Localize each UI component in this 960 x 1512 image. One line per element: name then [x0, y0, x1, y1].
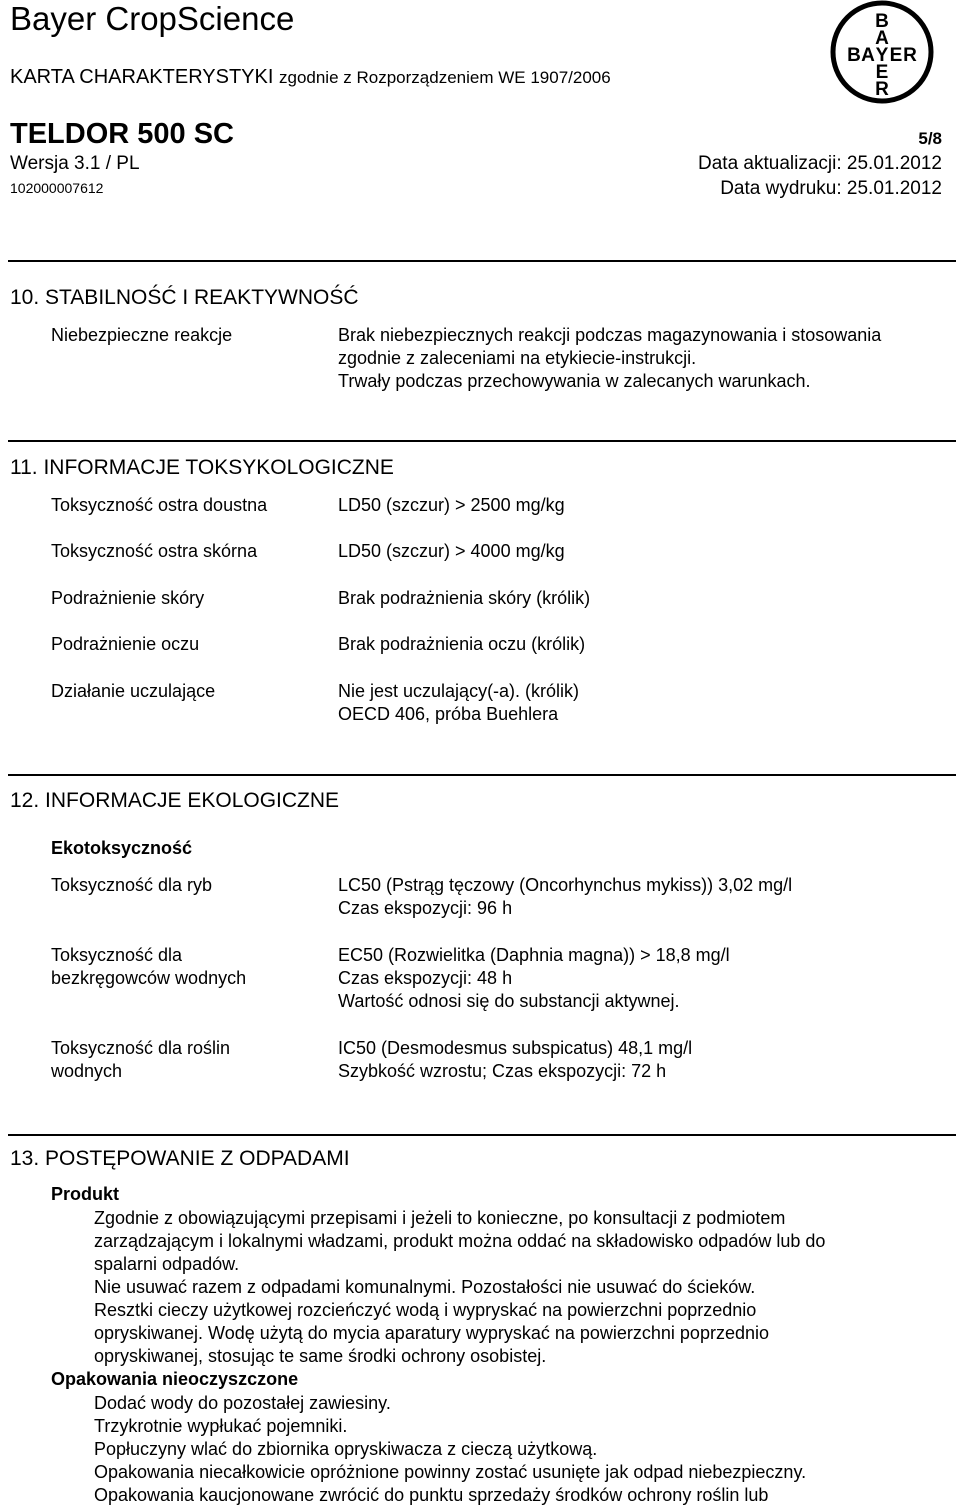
company-name: Bayer CropScience	[10, 0, 295, 37]
paragraph	[94, 1392, 806, 1507]
field-label: Niebezpieczne reakcje	[51, 325, 233, 345]
value-line: Szybkość wzrostu; Czas ekspozycji: 72 h	[338, 1061, 667, 1081]
field-label	[51, 874, 212, 897]
document-code: 102000007612	[10, 180, 104, 196]
field-value	[338, 944, 730, 1013]
section-divider	[8, 260, 956, 262]
logo-letter: E	[875, 62, 889, 83]
regulation-reference: zgodnie z Rozporządzeniem WE 1907/2006	[278, 68, 611, 87]
section-10-title: 10. STABILNOŚĆ I REAKTYWNOŚĆ	[10, 286, 359, 309]
paragraph-line: Opakowania niecałkowicie opróżnione powinny zostać usunięte jak odpad niebezpieczny.	[94, 1462, 807, 1482]
paragraph-line: spalarni odpadów.	[94, 1254, 240, 1274]
document-type	[10, 66, 611, 89]
label-line: bezkręgowców wodnych	[51, 968, 247, 988]
field-value: Brak podrażnienia oczu (królik)	[338, 634, 586, 654]
value-line: IC50 (Desmodesmus subspicatus) 48,1 mg/l	[338, 1038, 693, 1058]
paragraph-line: Opakowania kaucjonowane zwrócić do punktu sprzedaży środków ochrony roślin lub	[94, 1485, 769, 1505]
field-value: LD50 (szczur) > 4000 mg/kg	[338, 541, 565, 561]
section-12-title: 12. INFORMACJE EKOLOGICZNE	[10, 789, 340, 812]
logo-letter: A	[861, 45, 875, 66]
product-name: TELDOR 500 SC	[10, 118, 234, 150]
value-line: OECD 406, próba Buehlera	[338, 704, 559, 724]
paragraph-line: Trzykrotnie wypłukać pojemniki.	[94, 1416, 348, 1436]
field-label: Toksyczność ostra doustna	[51, 495, 268, 515]
field-label	[51, 944, 246, 990]
page-number: 5/8	[918, 129, 942, 148]
subsection-title: Ekotoksyczność	[51, 838, 193, 858]
logo-letter: A	[875, 28, 889, 49]
field-label: Podrażnienie skóry	[51, 588, 205, 608]
paragraph-line: Resztki cieczy użytkowej rozcieńczyć wodą i wypryskać na powierzchni poprzednio	[94, 1300, 757, 1320]
subsection-title: Produkt	[51, 1184, 120, 1204]
version: Wersja 3.1 / PL	[10, 153, 140, 174]
section-divider	[8, 774, 956, 776]
value-line: EC50 (Rozwielitka (Daphnia magna)) > 18,8 mg/l	[338, 945, 730, 965]
field-label	[51, 1037, 230, 1083]
field-label: Podrażnienie oczu	[51, 634, 200, 654]
bayer-cross-logo	[830, 0, 934, 104]
label-line: wodnych	[51, 1061, 123, 1081]
value-line: zgodnie z zaleceniami na etykiecie-instrukcji.	[338, 348, 697, 368]
logo-letter: B	[875, 11, 889, 32]
paragraph	[94, 1207, 825, 1368]
document-type-title: KARTA CHARAKTERYSTYKI	[10, 66, 274, 88]
section-13-title: 13. POSTĘPOWANIE Z ODPADAMI	[10, 1147, 350, 1170]
field-value: Brak podrażnienia skóry (królik)	[338, 588, 591, 608]
paragraph-line: zarządzającym i lokalnymi władzami, produkt można oddać na składowisko odpadów lub do	[94, 1231, 826, 1251]
update-date: Data aktualizacji: 25.01.2012	[698, 153, 942, 174]
section-divider	[8, 1134, 956, 1136]
paragraph-line: opryskiwanej. Wodę użytą do mycia aparatury wypryskać na powierzchni poprzednio	[94, 1323, 769, 1343]
field-label: Toksyczność ostra skórna	[51, 541, 258, 561]
field-value	[338, 874, 792, 920]
field-value	[338, 1037, 692, 1083]
logo-letter: B	[847, 45, 861, 66]
logo-letter: E	[889, 45, 903, 66]
label-line: Toksyczność dla	[51, 945, 183, 965]
label-line: Toksyczność dla roślin	[51, 1038, 231, 1058]
value-line: Czas ekspozycji: 96 h	[338, 898, 513, 918]
section-11-title: 11. INFORMACJE TOKSYKOLOGICZNE	[10, 456, 394, 479]
print-date: Data wydruku: 25.01.2012	[720, 178, 942, 199]
value-line: Czas ekspozycji: 48 h	[338, 968, 513, 988]
value-line: Nie jest uczulający(-a). (królik)	[338, 681, 580, 701]
field-value	[338, 680, 579, 726]
label-line: Toksyczność dla ryb	[51, 875, 213, 895]
value-line: LC50 (Pstrąg tęczowy (Oncorhynchus mykiss)) 3,02 mg/l	[338, 875, 793, 895]
field-label: Działanie uczulające	[51, 681, 216, 701]
logo-letter: R	[903, 45, 917, 66]
field-value: LD50 (szczur) > 2500 mg/kg	[338, 495, 565, 515]
field-value	[338, 324, 881, 393]
value-line: Trwały podczas przechowywania w zalecanych warunkach.	[338, 371, 811, 391]
subsection-title: Opakowania nieoczyszczone	[51, 1369, 299, 1389]
paragraph-line: Popłuczyny wlać do zbiornika opryskiwacza z cieczą użytkową.	[94, 1439, 598, 1459]
paragraph-line: Zgodnie z obowiązującymi przepisami i jeżeli to konieczne, po konsultacji z podmiotem	[94, 1208, 786, 1228]
logo-letter: Y	[875, 45, 889, 66]
paragraph-line: Dodać wody do pozostałej zawiesiny.	[94, 1393, 391, 1413]
value-line: Wartość odnosi się do substancji aktywnej.	[338, 991, 680, 1011]
logo-letter: R	[875, 79, 889, 100]
value-line: Brak niebezpiecznych reakcji podczas magazynowania i stosowania	[338, 325, 882, 345]
paragraph-line: opryskiwanej, stosując te same środki ochrony osobistej.	[94, 1346, 547, 1366]
section-divider	[8, 440, 956, 442]
paragraph-line: Nie usuwać razem z odpadami komunalnymi. Pozostałości nie usuwać do ścieków.	[94, 1277, 756, 1297]
